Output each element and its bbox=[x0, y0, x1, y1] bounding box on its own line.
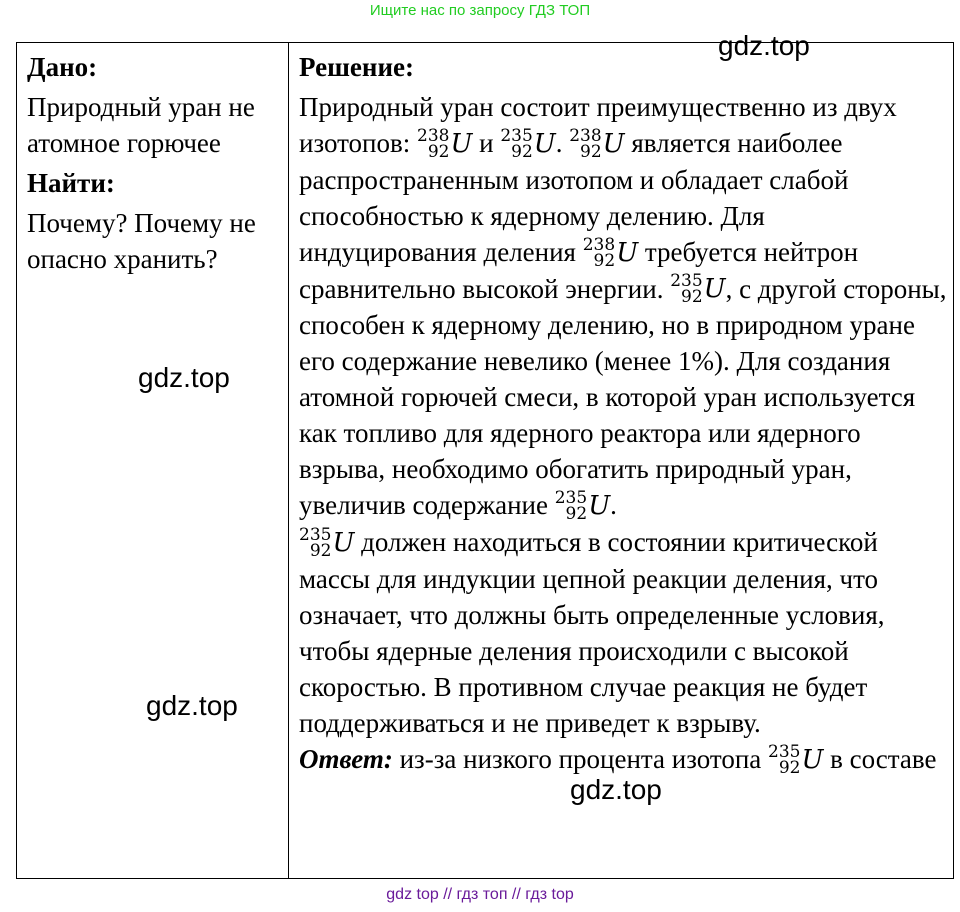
isotope-u235 bbox=[500, 126, 555, 162]
solution-part: . bbox=[610, 490, 617, 521]
isotope-u235 bbox=[299, 525, 354, 561]
mass-number: 235 bbox=[768, 741, 801, 762]
element-symbol: U bbox=[332, 527, 355, 558]
isotope-u238 bbox=[583, 235, 638, 271]
answer-text: из-за низкого процента изотопа bbox=[392, 743, 768, 774]
element-symbol: U bbox=[616, 237, 639, 268]
watermark: gdz.top bbox=[718, 30, 810, 61]
watermark: gdz.top bbox=[138, 362, 230, 393]
atomic-number: 92 bbox=[309, 540, 332, 561]
find-text: Почему? Почему не опасно хранить? bbox=[27, 208, 256, 274]
mass-number: 238 bbox=[582, 234, 616, 255]
atomic-number: 92 bbox=[580, 141, 602, 162]
watermark: gdz.top bbox=[146, 690, 238, 721]
column-divider bbox=[288, 43, 289, 878]
solution-part: требуется нейтрон сравнительно высокой энергии. bbox=[299, 236, 859, 304]
answer-line bbox=[299, 741, 949, 778]
atomic-number: 92 bbox=[593, 250, 616, 271]
mass-number: 235 bbox=[500, 125, 533, 146]
solution-part: является наиболее распространенным изотопом и обладает слабой способностью к ядерному делению. Для индуцирования деления bbox=[299, 128, 849, 267]
solution-part: должен находиться в состоянии критической массы для индукции цепной реакции деления, что означает, что должны быть определенные условия, чтобы ядерные деления происходили с высокой скоростью. В противном случае реакция не будет поддерживаться и не приведет к взрыву. bbox=[299, 527, 885, 738]
isotope-u235 bbox=[768, 742, 823, 778]
isotope-u238 bbox=[569, 126, 624, 162]
given-column bbox=[27, 49, 282, 277]
isotope-u235 bbox=[670, 271, 725, 307]
mass-number: 235 bbox=[554, 488, 588, 509]
solution-part: . bbox=[555, 128, 570, 158]
atomic-number: 92 bbox=[511, 141, 533, 162]
element-symbol: U bbox=[588, 491, 611, 522]
find-heading: Найти: bbox=[27, 168, 115, 198]
atomic-number: 92 bbox=[565, 504, 588, 525]
solution-part: Природный уран состоит преимущественно из двух изотопов: bbox=[299, 92, 897, 158]
isotope-u235 bbox=[555, 488, 610, 524]
mass-number: 238 bbox=[569, 125, 602, 146]
element-symbol: U bbox=[602, 128, 625, 159]
element-symbol: U bbox=[533, 128, 556, 159]
mass-number: 235 bbox=[670, 271, 703, 292]
element-symbol: U bbox=[703, 274, 726, 305]
solution-heading: Решение: bbox=[299, 52, 414, 82]
element-symbol: U bbox=[450, 128, 473, 159]
watermark: gdz.top bbox=[570, 774, 662, 805]
isotope-u238 bbox=[417, 126, 472, 162]
atomic-number: 92 bbox=[427, 141, 450, 162]
footer: gdz top // гдз топ // гдз top bbox=[386, 886, 574, 903]
answer-label: Ответ: bbox=[299, 743, 393, 774]
given-heading: Дано: bbox=[27, 52, 98, 82]
atomic-number: 92 bbox=[681, 287, 703, 308]
solution-part: и bbox=[472, 128, 501, 158]
mass-number: 235 bbox=[299, 524, 332, 545]
given-text: Природный уран не атомное горючее bbox=[27, 92, 255, 158]
top-banner: Ищите нас по запросу ГДЗ ТОП bbox=[369, 2, 591, 19]
atomic-number: 92 bbox=[778, 757, 801, 778]
solution-text bbox=[299, 89, 949, 741]
mass-number: 238 bbox=[417, 125, 450, 146]
solution-table bbox=[16, 42, 954, 879]
solution-part: , с другой стороны, способен к ядерному делению, но в природном уране его содержание невелико (менее 1%). Для создания атомной горючей смеси, в которой уран используется как топливо для ядерного реактора или ядерного взрыва, необходимо обогатить природный уран, увеличив содержание bbox=[299, 273, 947, 521]
element-symbol: U bbox=[801, 744, 824, 775]
answer-tail: в составе bbox=[823, 743, 937, 774]
solution-column bbox=[299, 49, 949, 778]
